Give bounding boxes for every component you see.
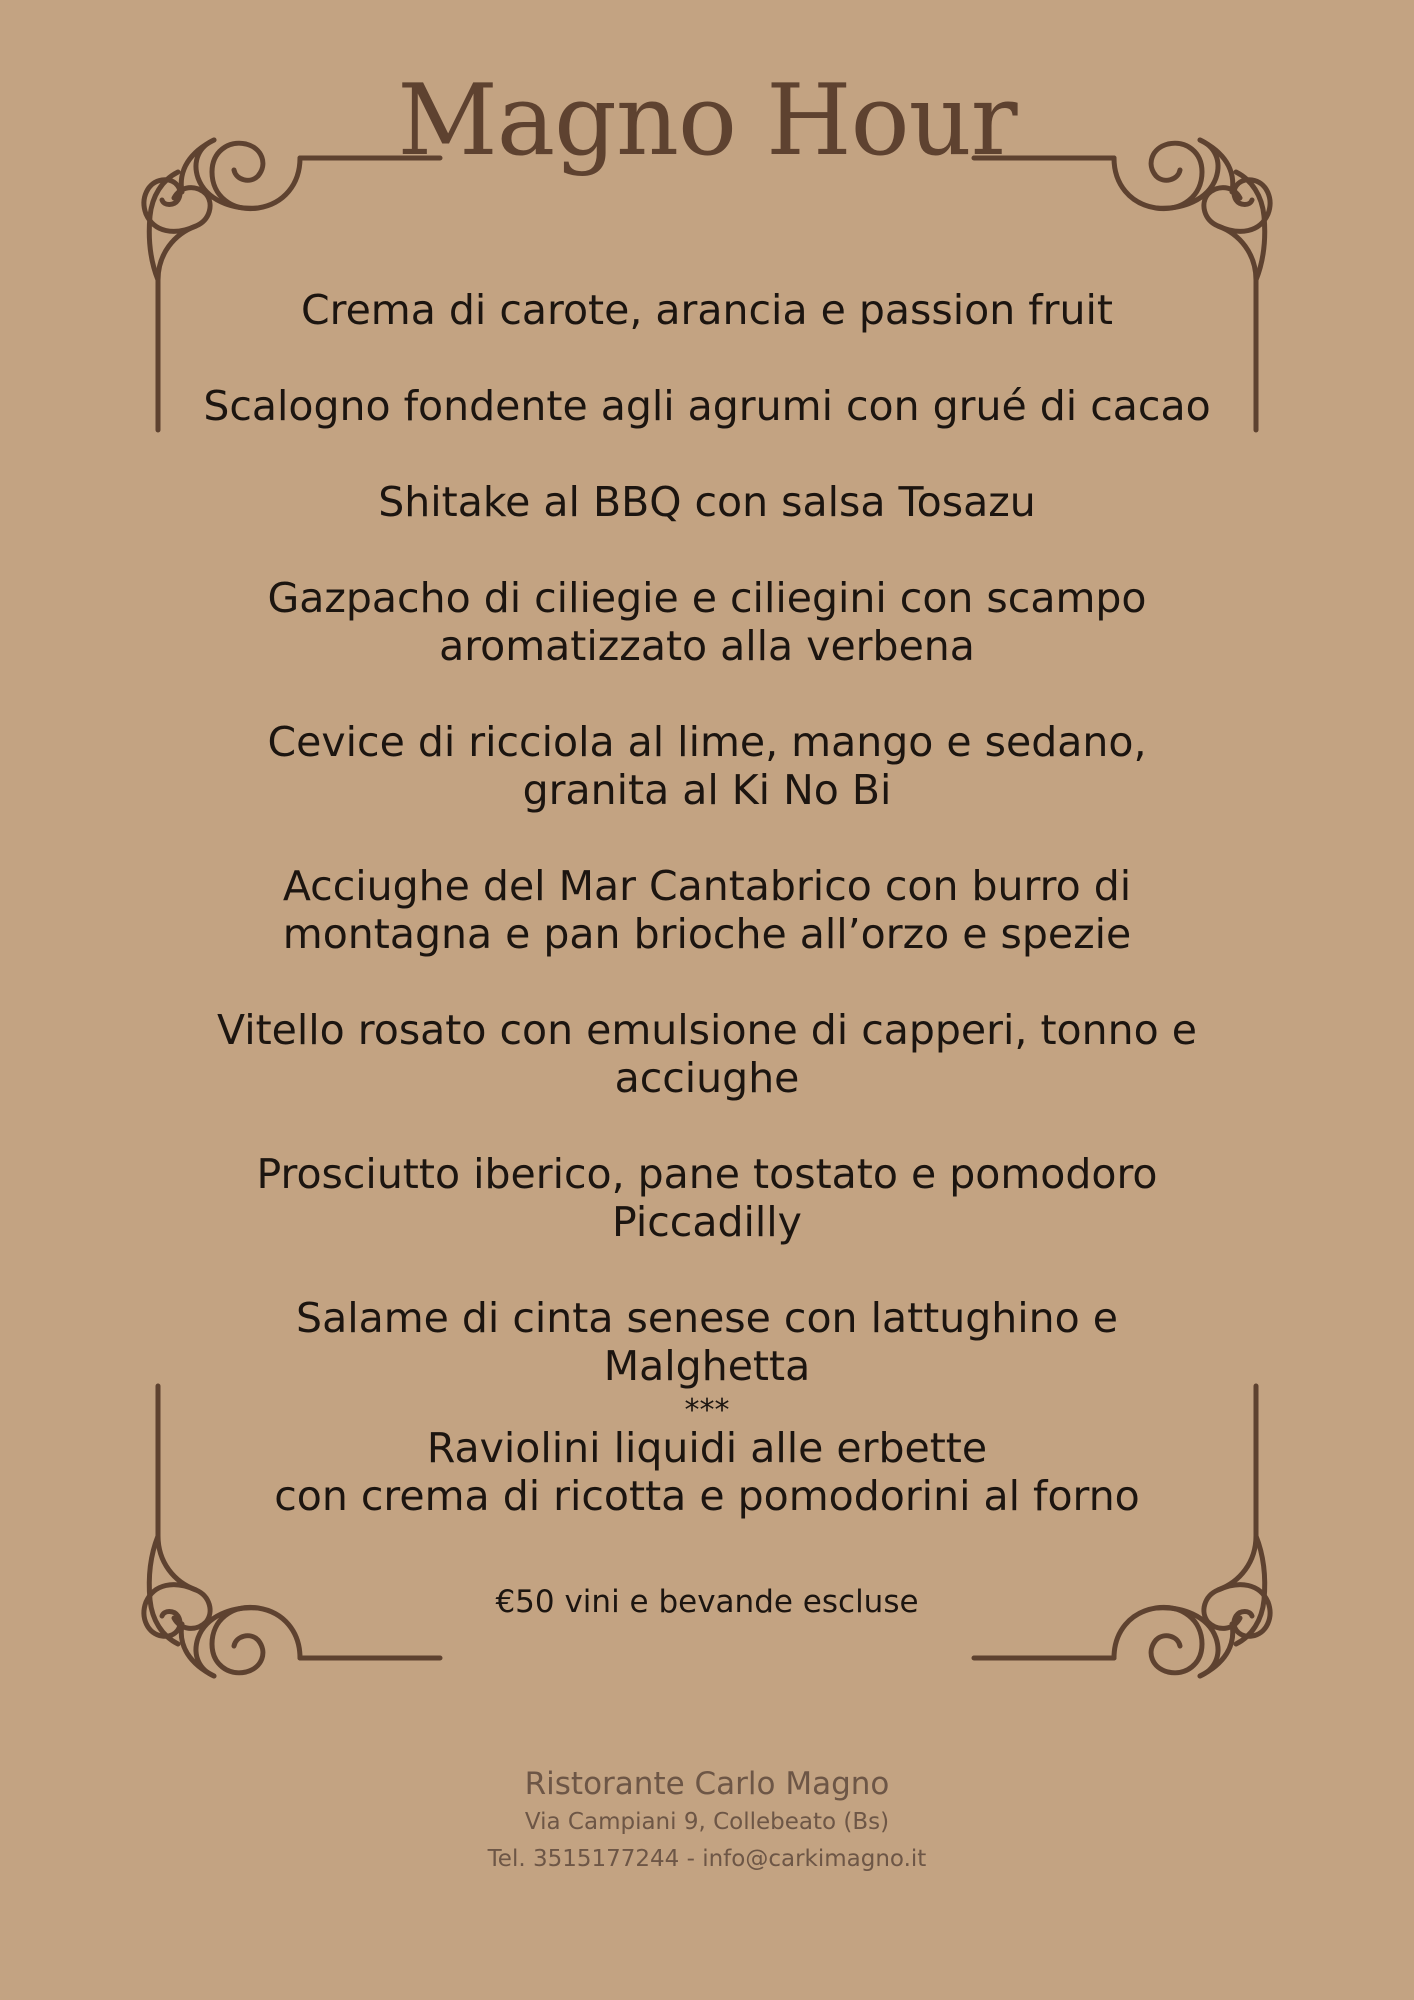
final-dish (160, 1424, 1254, 1520)
dish-5: Cevice di ricciola al lime, mango e sedano, granita al Ki No Bi (267, 718, 1147, 814)
restaurant-footer (0, 1764, 1414, 1878)
dish-9: Salame di cinta senese con lattughino e Malghetta (296, 1294, 1118, 1390)
dish-6: Acciughe del Mar Cantabrico con burro di montagna e pan brioche all’orzo e spezie (282, 862, 1132, 958)
dish-1: Crema di carote, arancia e passion fruit (301, 286, 1113, 334)
dish-8: Prosciutto iberico, pane tostato e pomodoro Piccadilly (256, 1150, 1158, 1246)
price-note: €50 vini e bevande escluse (495, 1584, 919, 1620)
menu-title: Magno Hour (397, 64, 1017, 178)
dish-2: Scalogno fondente agli agrumi con grué di cacao (203, 382, 1211, 430)
final-dish-line-1: Raviolini liquidi alle erbette (426, 1424, 988, 1472)
dish-3: Shitake al BBQ con salsa Tosazu (378, 478, 1036, 526)
menu-list (160, 286, 1254, 1520)
restaurant-name: Ristorante Carlo Magno (524, 1766, 890, 1802)
dish-4: Gazpacho di ciliegie e ciliegini con scampo aromatizzato alla verbena (267, 574, 1147, 670)
separator: *** (684, 1393, 730, 1428)
dish-7: Vitello rosato con emulsione di capperi, tonno e acciughe (217, 1006, 1197, 1102)
restaurant-address: Via Campiani 9, Collebeato (Bs) (524, 1809, 890, 1835)
final-dish-line-2: con crema di ricotta e pomodorini al forno (274, 1472, 1140, 1520)
restaurant-contact: Tel. 3515177244 - info@carkimagno.it (487, 1846, 927, 1872)
